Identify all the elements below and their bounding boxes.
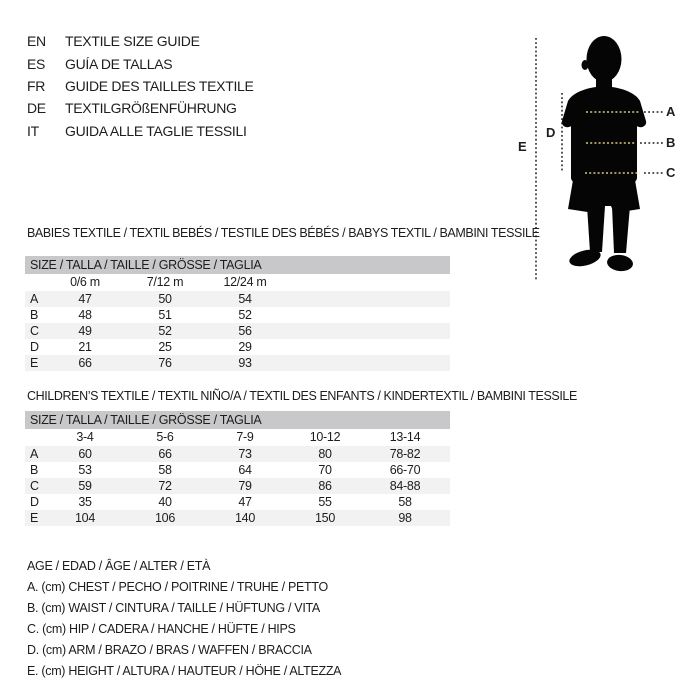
size-value-cell: 47 [78, 292, 92, 306]
legend-line-chest: A. (cm) CHEST / PECHO / POITRINE / TRUHE / PETTO [27, 580, 328, 594]
size-value-cell: 48 [78, 308, 92, 322]
size-value-cell: 52 [238, 308, 252, 322]
size-value-cell: 54 [238, 292, 252, 306]
language-title: TEXTILGRÖßENFÜHRUNG [65, 100, 237, 117]
measure-label-hip: C [666, 165, 676, 180]
language-code: ES [27, 55, 46, 72]
size-value-cell: 106 [155, 511, 175, 525]
column-header: 3-4 [76, 430, 94, 444]
row-label: E [30, 511, 39, 525]
children-section-title: CHILDREN’S TEXTILE / TEXTIL NIÑO/A / TEXTIL DES ENFANTS / KINDERTEXTIL / BAMBINI TESSILE [27, 389, 577, 403]
column-header: 5-6 [156, 430, 174, 444]
column-header: 13-14 [389, 430, 421, 444]
size-value-cell: 51 [158, 308, 172, 322]
size-value-cell: 73 [238, 447, 252, 461]
language-row-it [27, 120, 254, 142]
babies-section-title: BABIES TEXTILE / TEXTIL BEBÉS / TESTILE DES BÉBÉS / BABYS TEXTIL / BAMBINI TESSILE [27, 226, 540, 240]
legend-line-age: AGE / EDAD / ÂGE / ALTER / ETÀ [27, 559, 211, 573]
language-title: GUIDA ALLE TAGLIE TESSILI [65, 122, 247, 139]
measure-label-waist: B [666, 135, 676, 150]
language-row-en [27, 30, 254, 52]
corner-cell [25, 429, 45, 446]
measure-label-chest: A [666, 104, 676, 119]
language-code: IT [27, 122, 39, 139]
table-row [25, 510, 450, 526]
children-column-headers [25, 429, 450, 446]
size-value-cell: 150 [315, 511, 335, 525]
legend-line-waist: B. (cm) WAIST / CINTURA / TAILLE / HÜFTUNG / VITA [27, 601, 320, 615]
measure-label-arm: D [546, 125, 556, 140]
size-value-cell: 66-70 [389, 463, 421, 477]
table-row [25, 291, 450, 307]
size-value-cell: 66 [78, 356, 92, 370]
size-value-cell: 70 [318, 463, 332, 477]
size-value-cell: 60 [78, 447, 92, 461]
table-row [25, 323, 450, 339]
measurement-legend [27, 556, 341, 682]
size-value-cell: 35 [78, 495, 92, 509]
table-row [25, 446, 450, 462]
size-value-cell: 64 [238, 463, 252, 477]
language-row-es [27, 52, 254, 74]
row-label: A [30, 447, 39, 461]
language-title: GUIDE DES TAILLES TEXTILE [65, 77, 254, 94]
size-value-cell: 78-82 [389, 447, 421, 461]
language-list [27, 30, 254, 142]
babies-size-table [25, 256, 450, 371]
size-value-cell: 49 [78, 324, 92, 338]
column-header: 12/24 m [223, 275, 267, 289]
size-value-cell: 40 [158, 495, 172, 509]
size-value-cell: 56 [238, 324, 252, 338]
size-value-cell: 104 [75, 511, 95, 525]
child-silhouette-icon [562, 36, 646, 272]
babies-column-headers [25, 274, 450, 291]
table-row [25, 339, 450, 355]
size-value-cell: 53 [78, 463, 92, 477]
language-code: FR [27, 77, 46, 94]
legend-line-hip: C. (cm) HIP / CADERA / HANCHE / HÜFTE / HIPS [27, 622, 296, 636]
language-code: DE [27, 100, 46, 117]
language-title: GUÍA DE TALLAS [65, 55, 173, 72]
size-value-cell: 58 [398, 495, 412, 509]
size-value-cell: 93 [238, 356, 252, 370]
size-value-cell: 98 [398, 511, 412, 525]
column-header: 10-12 [309, 430, 341, 444]
table-row [25, 307, 450, 323]
child-silhouette-diagram [500, 25, 700, 285]
size-value-cell: 55 [318, 495, 332, 509]
table-row [25, 494, 450, 510]
size-value-cell: 52 [158, 324, 172, 338]
column-header: 7/12 m [146, 275, 184, 289]
size-value-cell: 86 [318, 479, 332, 493]
legend-line-arm: D. (cm) ARM / BRAZO / BRAS / WAFFEN / BRACCIA [27, 643, 312, 657]
children-size-table [25, 411, 450, 526]
table-row [25, 478, 450, 494]
measurement-figure [500, 25, 700, 285]
row-label: B [30, 463, 39, 477]
row-label: D [30, 495, 39, 509]
row-label: A [30, 292, 39, 306]
size-value-cell: 58 [158, 463, 172, 477]
size-value-cell: 47 [238, 495, 252, 509]
measure-label-height: E [518, 139, 527, 154]
size-value-cell: 140 [235, 511, 255, 525]
language-row-de [27, 97, 254, 119]
size-value-cell: 50 [158, 292, 172, 306]
language-row-fr [27, 75, 254, 97]
size-value-cell: 79 [238, 479, 252, 493]
language-title: TEXTILE SIZE GUIDE [65, 33, 200, 50]
size-value-cell: 80 [318, 447, 332, 461]
column-header: 0/6 m [70, 275, 100, 289]
row-label: E [30, 356, 39, 370]
size-value-cell: 72 [158, 479, 172, 493]
table-row [25, 462, 450, 478]
corner-cell [25, 274, 45, 291]
size-value-cell: 66 [158, 447, 172, 461]
row-label: B [30, 308, 39, 322]
size-header-bar: SIZE / TALLA / TAILLE / GRÖSSE / TAGLIA [25, 256, 450, 274]
table-row [25, 355, 450, 371]
language-code: EN [27, 33, 46, 50]
row-label: C [30, 324, 39, 338]
size-value-cell: 76 [158, 356, 172, 370]
size-header-bar: SIZE / TALLA / TAILLE / GRÖSSE / TAGLIA [25, 411, 450, 429]
row-label: C [30, 479, 39, 493]
size-value-cell: 84-88 [389, 479, 421, 493]
legend-line-height: E. (cm) HEIGHT / ALTURA / HAUTEUR / HÖHE / ALTEZZA [27, 664, 342, 678]
size-value-cell: 21 [78, 340, 92, 354]
size-value-cell: 59 [78, 479, 92, 493]
row-label: D [30, 340, 39, 354]
column-header: 7-9 [236, 430, 254, 444]
size-value-cell: 25 [158, 340, 172, 354]
size-value-cell: 29 [238, 340, 252, 354]
